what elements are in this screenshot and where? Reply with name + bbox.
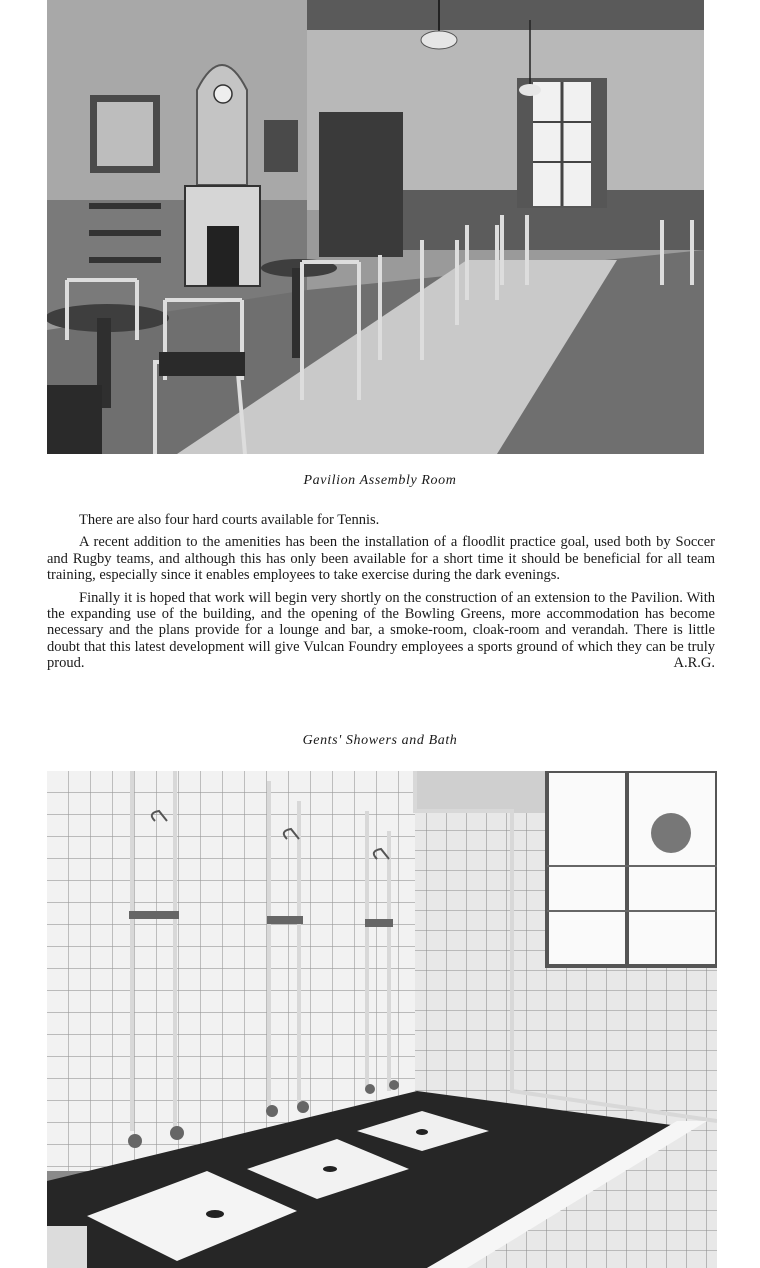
- paragraph-floodlit-goal: A recent addition to the amenities has been the installation of a floodlit practice goal, used both by Soccer and Rugby teams, and although this has only been available for a short time it should be beneficial for all team training, especially since it enables employees to take exercise during the dark evenings.: [47, 534, 715, 584]
- assembly-room-caption: Pavilion Assembly Room: [303, 473, 457, 488]
- article-body: [47, 512, 715, 672]
- showers-caption: Gents' Showers and Bath: [302, 733, 458, 748]
- paragraph-pavilion-text: Finally it is hoped that work will begin very shortly on the construction of an extension to the Pavilion. With the expanding use of the building, and the opening of the Bowling Greens, more accommodation has become necessary and the plans provide for a lounge and bar, a smoke-room, cloak-room and verandah. There is little doubt that this latest development will give Vulcan Foundry employees a sports ground of which they can be truly proud.: [47, 589, 715, 672]
- assembly-room-photo: [47, 0, 704, 454]
- author-initials: A.R.G.: [673, 655, 715, 672]
- paragraph-pavilion-extension: [47, 590, 715, 672]
- showers-bath-photo: [47, 771, 717, 1268]
- paragraph-tennis: There are also four hard courts available for Tennis.: [79, 512, 380, 528]
